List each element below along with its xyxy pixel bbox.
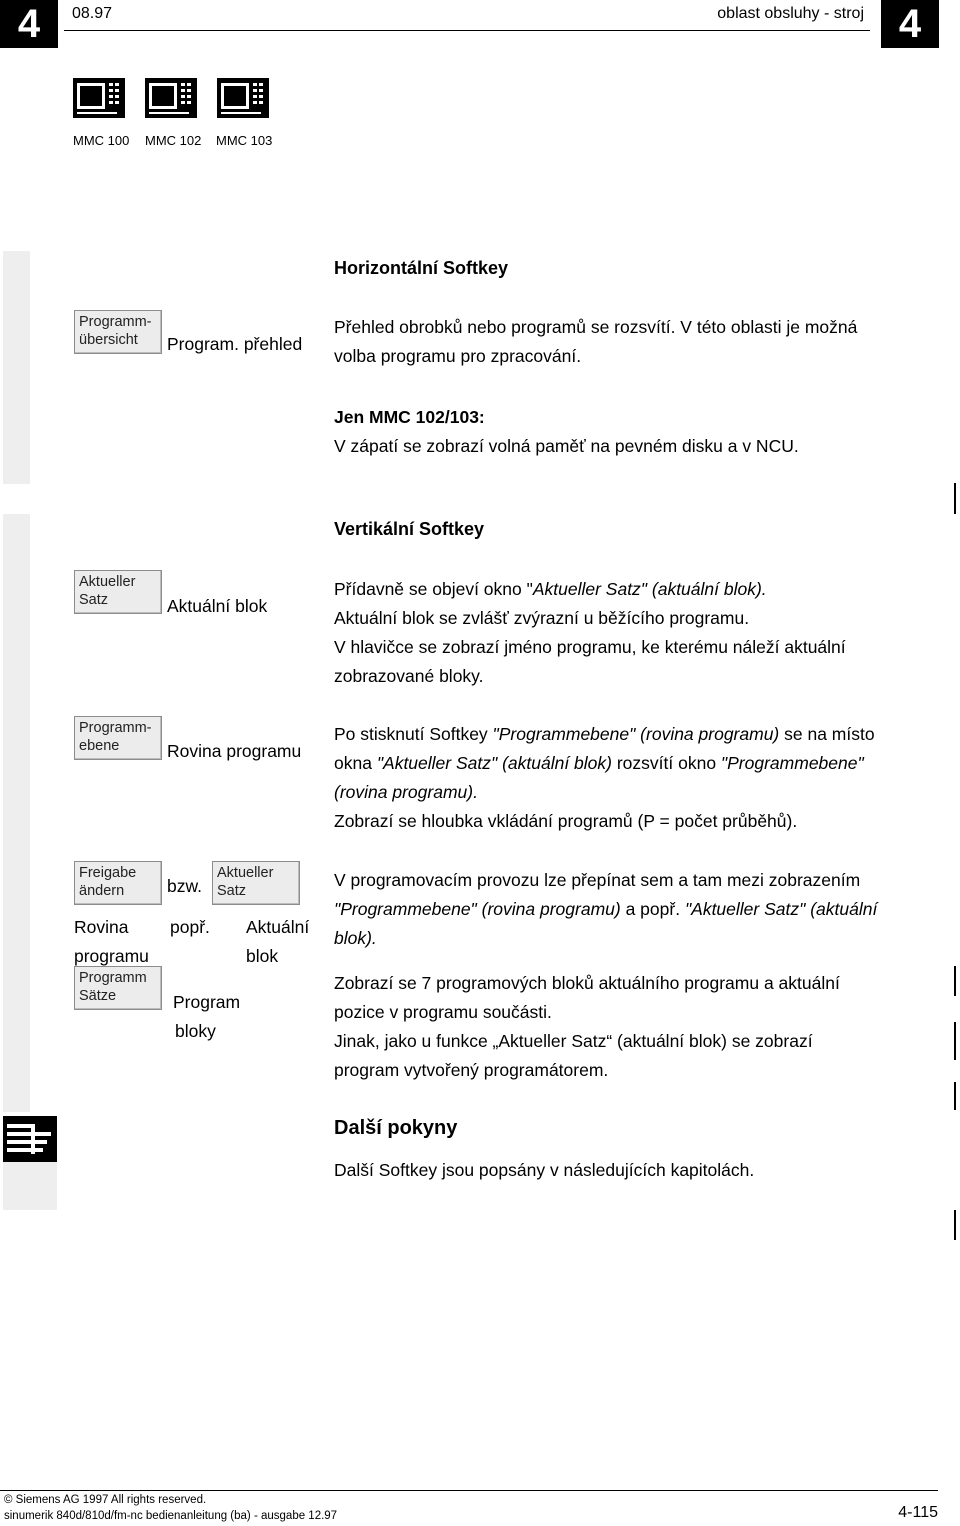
change-bar: [954, 1022, 956, 1060]
softkey-label: Aktueller: [79, 574, 136, 590]
note-text: V zápatí se zobrazí volná paměť na pevném disku a v NCU.: [334, 436, 799, 456]
page-number: 4-115: [898, 1504, 938, 1521]
softkey-program-level[interactable]: [74, 716, 162, 760]
section-heading-horizontal: Horizontální Softkey: [334, 258, 509, 278]
softkey-label: Programm-: [79, 720, 152, 736]
softkey-caption: blok: [246, 946, 279, 966]
footer-rule: [0, 1490, 938, 1491]
softkey-caption: Aktuální: [246, 917, 310, 937]
softkey-label: Aktueller: [217, 865, 274, 881]
softkey-caption: programu: [74, 946, 149, 966]
mmc-panel-icon: [72, 77, 126, 119]
softkey-program-overview[interactable]: [74, 310, 162, 354]
margin-strip: [3, 251, 30, 484]
further-notes-text: Další Softkey jsou popsány v následujících kapitolách.: [334, 1160, 755, 1180]
softkey-label: Freigabe: [79, 865, 137, 881]
popr-label: popř.: [170, 917, 210, 937]
description-program-mode: V programovacím provozu lze přepínat sem a tam mezi zobrazením "Programmebene" (rovina programu) a popř. "Aktueller Satz" (aktuální blok). Zobrazí se 7 programových bloků aktuálního programu a aktuální pozice v programu součásti. Jinak, jako u funkce „Aktueller Satz“ (aktuální blok) se zobrazí program vytvořený programátorem.: [334, 870, 878, 1080]
note-heading: Jen MMC 102/103:: [334, 407, 485, 427]
further-notes-heading: Další pokyny: [334, 1117, 458, 1139]
change-bar: [954, 1082, 956, 1110]
footer-doc-title: sinumerik 840d/810d/fm-nc bedienanleitung (ba) - ausgabe 12.97: [4, 1510, 338, 1522]
softkey-caption: Program: [173, 992, 241, 1012]
mmc-panel-icon: [144, 77, 198, 119]
mmc-panel-icon: [216, 77, 270, 119]
margin-strip: [3, 1162, 57, 1210]
header-rule: [64, 30, 870, 31]
description-program-level: Po stisknutí Softkey "Programmebene" (rovina programu) se na místo okna "Aktueller Satz" (aktuální blok) rozsvítí okno "Programmebene" (rovina programu). Zobrazí se hloubka vkládání programů (P = počet průběhů).: [334, 724, 875, 831]
softkey-current-block[interactable]: [74, 570, 162, 614]
bzw-label: bzw.: [167, 876, 203, 896]
note-mmc: [334, 403, 934, 461]
description-program-overview: Přehled obrobků nebo programů se rozsvítí. V této oblasti je možná volba programu pro zpracování.: [334, 317, 858, 366]
footer-copyright: © Siemens AG 1997 All rights reserved.: [4, 1494, 207, 1506]
margin-strip: [3, 514, 30, 1112]
softkey-label: Satz: [217, 883, 247, 899]
chapter-number-right: 4: [881, 0, 939, 48]
softkey-caption: Rovina: [74, 917, 129, 937]
softkey-label: Satz: [79, 592, 109, 608]
softkey-label: ändern: [79, 883, 125, 899]
mmc-label: MMC 100: [73, 133, 130, 148]
softkey-current-block-2[interactable]: [212, 861, 300, 905]
description-current-block: Přídavně se objeví okno "Aktueller Satz" (aktuální blok). Aktuální blok se zvlášť zvýrazní u běžícího programu. V hlavičce se zobrazí jméno programu, ke kterému náleží aktuální zobrazované bloky.: [334, 579, 846, 686]
softkey-caption: Rovina programu: [167, 741, 302, 761]
softkey-label: Programm: [79, 970, 147, 986]
softkey-caption: bloky: [175, 1021, 216, 1041]
pointing-hand-icon: [3, 1116, 57, 1162]
softkey-label: ebene: [79, 738, 120, 754]
softkey-caption: Program. přehled: [167, 334, 303, 354]
change-bar: [954, 966, 956, 996]
change-bar: [954, 483, 956, 514]
change-bar: [954, 1210, 956, 1240]
softkey-label: Programm-: [79, 314, 152, 330]
mmc-label: MMC 102: [145, 133, 202, 148]
chapter-number-left: 4: [0, 0, 58, 48]
softkey-label: Sätze: [79, 988, 117, 1004]
header-date: 08.97: [72, 5, 113, 22]
softkey-label: übersicht: [79, 332, 138, 348]
softkey-caption: Aktuální blok: [167, 596, 268, 616]
softkey-enable-edit[interactable]: [74, 861, 162, 905]
mmc-label: MMC 103: [216, 133, 273, 148]
header-section: oblast obsluhy - stroj: [717, 5, 864, 22]
section-heading-vertical: Vertikální Softkey: [334, 519, 485, 539]
softkey-program-blocks[interactable]: [74, 966, 162, 1010]
